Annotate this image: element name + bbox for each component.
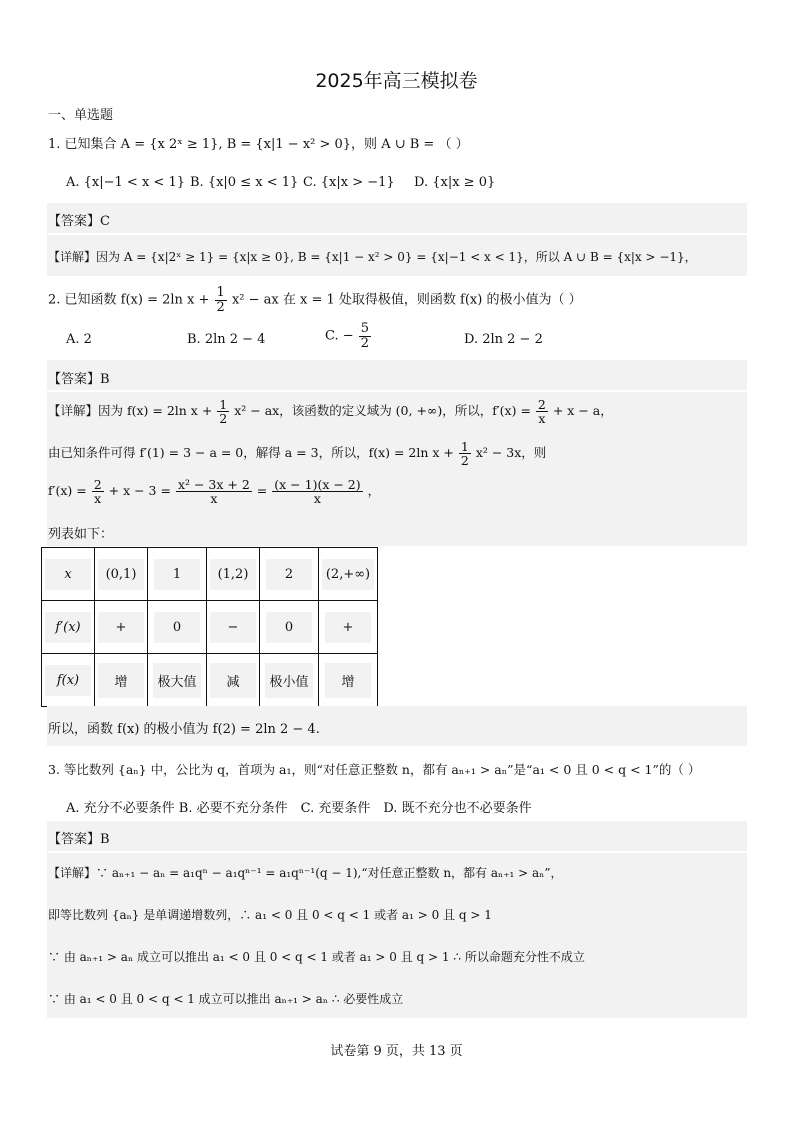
table-cell: [260, 601, 319, 654]
q3-answer: 【答案】B: [48, 832, 110, 847]
q2-option-c-label: C. −: [325, 328, 354, 344]
q1-answer-band: [47, 203, 747, 233]
fraction-numerator: x² − 3x + 2: [177, 477, 250, 492]
q2-detail-line2: [48, 440, 546, 467]
fraction-denominator: 2: [219, 411, 228, 427]
fraction-numerator: 1: [460, 439, 469, 454]
q3-options: A. 充分不必要条件 B. 必要不充分条件 C. 充要条件 D. 既不充分也不必要条件: [66, 801, 532, 816]
page-footer: 试卷第 9 页，共 13 页: [330, 1044, 463, 1059]
q3-detail-line2: 即等比数列 {aₙ} 是单调递增数列，∴ a₁ < 0 且 0 < q < 1 或者 a₁ > 0 且 q > 1: [48, 908, 492, 922]
q1-option-c: C. {x|x > −1}: [303, 175, 395, 190]
q2-detail2-part-b: x² − 3x，则: [475, 445, 547, 461]
q3-stem: 3. 等比数列 {aₙ} 中，公比为 q，首项为 a₁，则“对任意正整数 n，都有 aₙ₊₁ > aₙ”是“a₁ < 0 且 0 < q < 1”的（ ）: [48, 762, 701, 777]
fraction-denominator: 2: [460, 453, 469, 469]
fraction-two-over-x: [92, 478, 104, 505]
table-cell: [42, 548, 95, 601]
fraction-one-half: [217, 398, 229, 425]
table-cell: [207, 654, 260, 707]
q1-option-a: A. {x|−1 < x < 1}: [66, 175, 185, 190]
fraction-quadratic: [176, 478, 252, 505]
cell-text: (1,2): [210, 559, 256, 590]
table-cell: [207, 548, 260, 601]
table-cell: [319, 548, 378, 601]
fraction-numerator: 1: [216, 285, 225, 300]
q1-detail: 【详解】因为 A = {x|2ˣ ≥ 1} = {x|x ≥ 0}, B = {x|1 − x² > 0} = {x|−1 < x < 1}，所以 A ∪ B = {x|x > −1}，: [48, 250, 697, 264]
q2-stem-part-b: x² − ax 在 x = 1 处取得极值，则函数 f(x) 的极小值为（ ）: [231, 292, 582, 308]
sign-table: [41, 547, 378, 707]
table-cell: [95, 654, 148, 707]
fraction-denominator: x: [313, 491, 321, 507]
fraction-five-halves: [359, 322, 371, 350]
cell-text: 0: [266, 612, 312, 643]
table-row: [42, 654, 378, 707]
cell-text: f(x): [45, 665, 91, 696]
cell-text: 极大值: [153, 663, 200, 698]
table-cell: [319, 601, 378, 654]
table-cell: [42, 654, 95, 707]
fraction-numerator: 1: [219, 397, 228, 412]
cell-text: 增: [325, 663, 371, 698]
q3-detail-line1: 【详解】∵ aₙ₊₁ − aₙ = a₁qⁿ − a₁qⁿ⁻¹ = a₁qⁿ⁻¹(q − 1),“对任意正整数 n，都有 aₙ₊₁ > aₙ”，: [48, 866, 563, 880]
table-cell: [260, 654, 319, 707]
fraction-numerator: 5: [360, 321, 370, 336]
table-cell: [148, 654, 207, 707]
q2-detail1-part-c: + x − a，: [552, 403, 613, 419]
q2-stem-part-a: 2. 已知函数 f(x) = 2ln x +: [48, 292, 210, 308]
q1-option-b: B. {x|0 ≤ x < 1}: [190, 175, 299, 190]
fraction-denominator: x: [210, 491, 218, 507]
cell-text: +: [325, 612, 371, 643]
cell-text: x: [45, 559, 91, 590]
q2-option-d: D. 2ln 2 − 2: [464, 332, 543, 347]
q2-detail3-part-d: ，: [367, 483, 381, 499]
q2-option-a: A. 2: [66, 332, 92, 347]
q2-detail3-part-c: =: [256, 483, 268, 499]
cell-text: 1: [154, 559, 200, 590]
table-cell: [42, 601, 95, 654]
q2-detail3-part-a: f′(x) =: [48, 483, 87, 499]
q2-conclusion: 所以，函数 f(x) 的极小值为 f(2) = 2ln 2 − 4.: [48, 722, 320, 737]
q2-answer: 【答案】B: [48, 372, 110, 387]
cell-text: 增: [98, 663, 144, 698]
table-cell: [148, 548, 207, 601]
q3-detail-line4: ∵ 由 a₁ < 0 且 0 < q < 1 成立可以推出 aₙ₊₁ > aₙ ∴ 必要性成立: [48, 992, 404, 1006]
fraction-numerator: (x − 1)(x − 2): [274, 477, 361, 492]
q2-detail2-part-a: 由已知条件可得 f′(1) = 3 − a = 0，解得 a = 3，所以，f(x) = 2ln x +: [48, 445, 454, 461]
fraction-denominator: 2: [360, 335, 370, 351]
q1-option-d: D. {x|x ≥ 0}: [414, 175, 496, 190]
cell-text: 2: [266, 559, 312, 590]
table-intro: 列表如下：: [48, 527, 114, 542]
fraction-factored: [272, 478, 362, 505]
cell-text: (0,1): [98, 559, 144, 590]
q3-answer-band: [47, 821, 747, 851]
table-cell: [207, 601, 260, 654]
q2-detail-line3: [48, 478, 380, 505]
cell-text: 减: [210, 663, 256, 698]
section-heading: 一、单选题: [48, 108, 114, 123]
table-cell: [95, 601, 148, 654]
table-cell: [148, 601, 207, 654]
cell-text: f′(x): [45, 612, 91, 643]
table-row: [42, 601, 378, 654]
q2-detail-line1: [48, 398, 613, 425]
page-title: 2025年高三模拟卷: [315, 70, 478, 92]
fraction-numerator: 2: [93, 477, 102, 492]
fraction-denominator: 2: [216, 299, 225, 315]
fraction-numerator: 2: [537, 397, 546, 412]
cell-text: 极小值: [265, 663, 312, 698]
cell-text: −: [210, 612, 256, 643]
table-cell: [260, 548, 319, 601]
table-row: [42, 548, 378, 601]
cell-text: 0: [154, 612, 200, 643]
cell-text: (2,+∞): [322, 559, 374, 590]
q2-detail1-part-b: x² − ax，该函数的定义域为 (0, +∞)，所以，f′(x) =: [234, 403, 531, 419]
fraction-one-half: [459, 440, 471, 467]
table-cell: [319, 654, 378, 707]
fraction-denominator: x: [94, 491, 102, 507]
q1-stem: 1. 已知集合 A = {x 2ˣ ≥ 1}, B = {x|1 − x² > 0}，则 A ∪ B = （ ）: [48, 137, 469, 152]
q2-stem: [48, 286, 582, 314]
fraction-denominator: x: [538, 411, 546, 427]
q2-answer-band: [47, 360, 747, 390]
fraction-two-over-x: [536, 398, 548, 425]
q2-option-c: [325, 322, 372, 350]
q2-detail3-part-b: + x − 3 =: [108, 483, 171, 499]
q2-detail1-part-a: 【详解】因为 f(x) = 2ln x +: [48, 403, 213, 419]
cell-text: +: [98, 612, 144, 643]
q1-answer: 【答案】C: [48, 214, 110, 229]
q2-option-b: B. 2ln 2 − 4: [187, 332, 266, 347]
q3-detail-line3: ∵ 由 aₙ₊₁ > aₙ 成立可以推出 a₁ < 0 且 0 < q < 1 或者 a₁ > 0 且 q > 1 ∴ 所以命题充分性不成立: [48, 950, 585, 964]
fraction-one-half: [215, 286, 227, 314]
table-cell: [95, 548, 148, 601]
